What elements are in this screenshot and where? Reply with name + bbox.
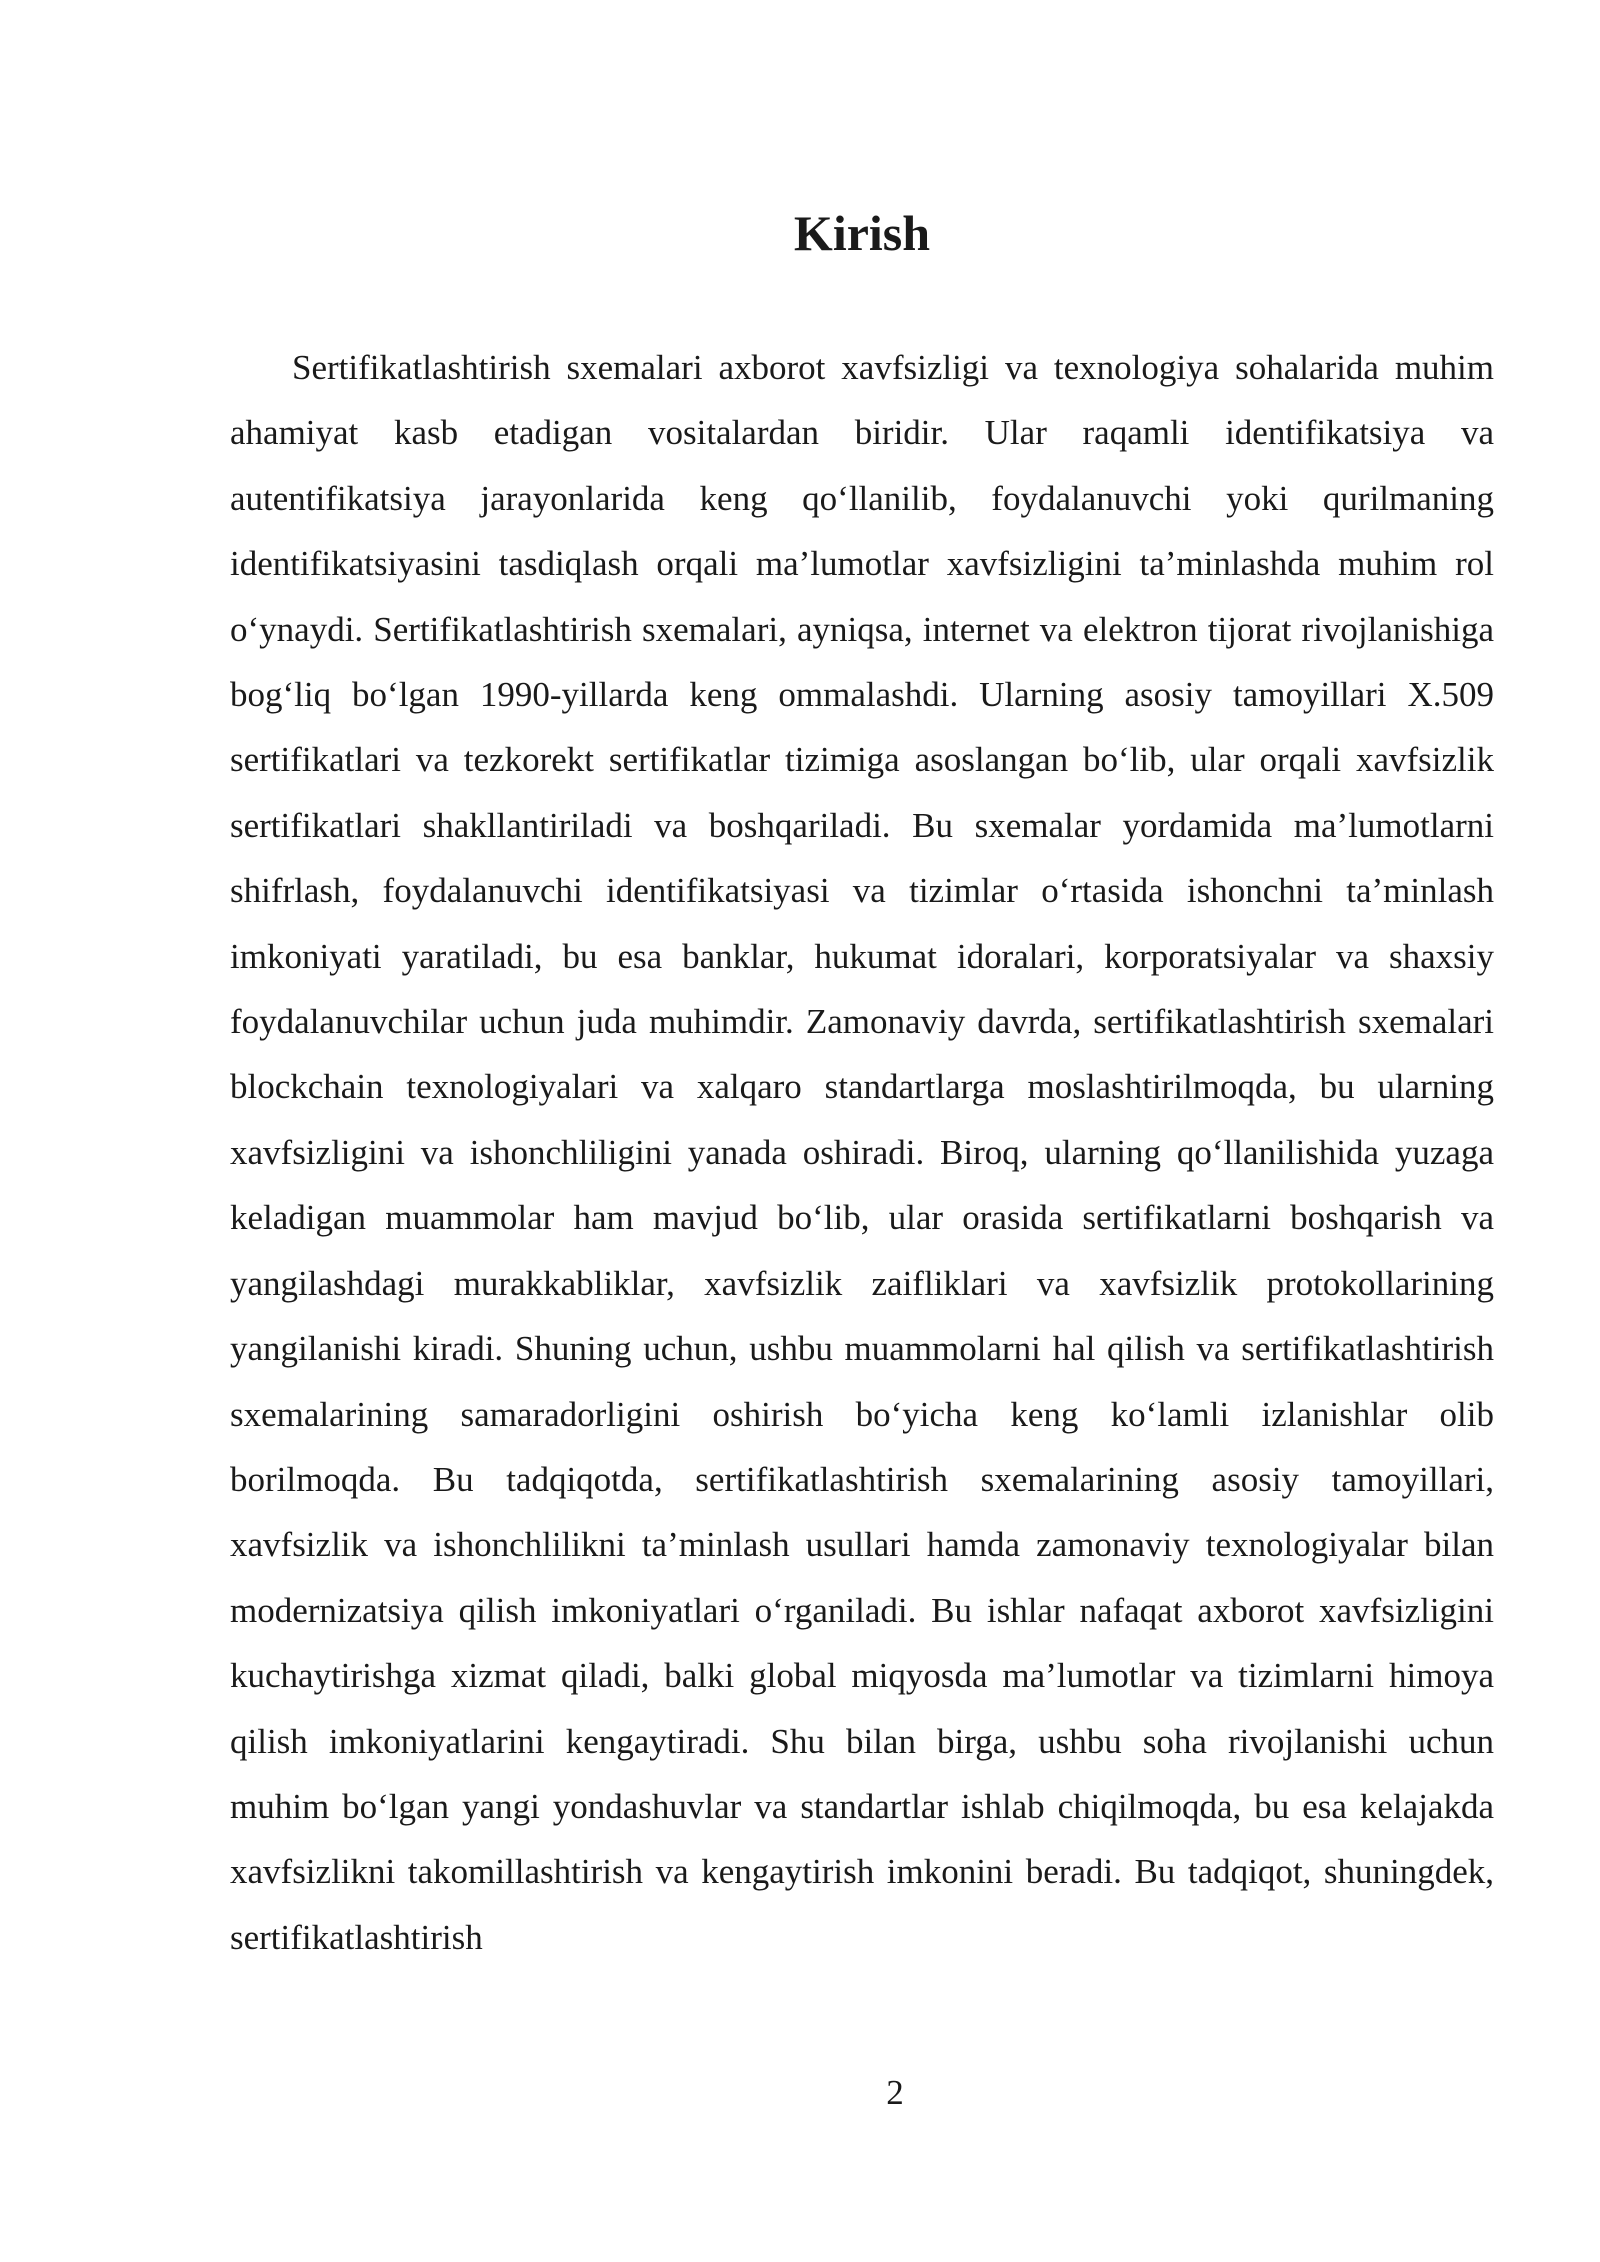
body-paragraph: Sertifikatlashtirish sxemalari axborot xavfsizligi va texnologiya sohalarida muhim ahamiyat kasb etadigan vositalardan biridir. Ular raqamli identifikatsiya va autentifikatsiya jarayonlarida keng qo‘llanilib, foydalanuvchi yoki qurilmaning identifikatsiyasini tasdiqlash orqali ma’lumotlar xavfsizligini ta’minlashda muhim rol o‘ynaydi. Sertifikatlashtirish sxemalari, ayniqsa, internet va elektron tijorat rivojlanishiga bog‘liq bo‘lgan 1990-yillarda keng ommalashdi. Ularning asosiy tamoyillari X.509 sertifikatlari va tezkorekt sertifikatlar tizimiga asoslangan bo‘lib, ular orqali xavfsizlik sertifikatlari shakllantiriladi va boshqariladi. Bu sxemalar yordamida ma’lumotlarni shifrlash, foydalanuvchi identifikatsiyasi va tizimlar o‘rtasida ishonchni ta’minlash imkoniyati yaratiladi, bu esa banklar, hukumat idoralari, korporatsiyalar va shaxsiy foydalanuvchilar uchun juda muhimdir. Zamonaviy davrda, sertifikatlashtirish sxemalari blockchain texnologiyalari va xalqaro standartlarga moslashtirilmoqda, bu ularning xavfsizligini va ishonchliligini yanada oshiradi. Biroq, ularning qo‘llanilishida yuzaga keladigan muammolar ham mavjud bo‘lib, ular orasida sertifikatlarni boshqarish va yangilashdagi murakkabliklar, xavfsizlik zaifliklari va xavfsizlik protokollarining yangilanishi kiradi. Shuning uchun, ushbu muammolarni hal qilish va sertifikatlashtirish sxemalarining samaradorligini oshirish bo‘yicha keng ko‘lamli izlanishlar olib borilmoqda. Bu tadqiqotda, sertifikatlashtirish sxemalarining asosiy tamoyillari, xavfsizlik va ishonchlilikni ta’minlash usullari hamda zamonaviy texnologiyalar bilan modernizatsiya qilish imkoniyatlari o‘rganiladi. Bu ishlar nafaqat axborot xavfsizligini kuchaytirishga xizmat qiladi, balki global miqyosda ma’lumotlar va tizimlarni himoya qilish imkoniyatlarini kengaytiradi. Shu bilan birga, ushbu soha rivojlanishi uchun muhim bo‘lgan yangi yondashuvlar va standartlar ishlab chiqilmoqda, bu esa kelajakda xavfsizlikni takomillashtirish va kengaytirish imkonini beradi. Bu tadqiqot, shuningdek, sertifikatlashtirish — [230, 348, 1494, 1957]
page-number: 2 — [886, 2073, 904, 2112]
page-title: Kirish — [793, 205, 931, 261]
